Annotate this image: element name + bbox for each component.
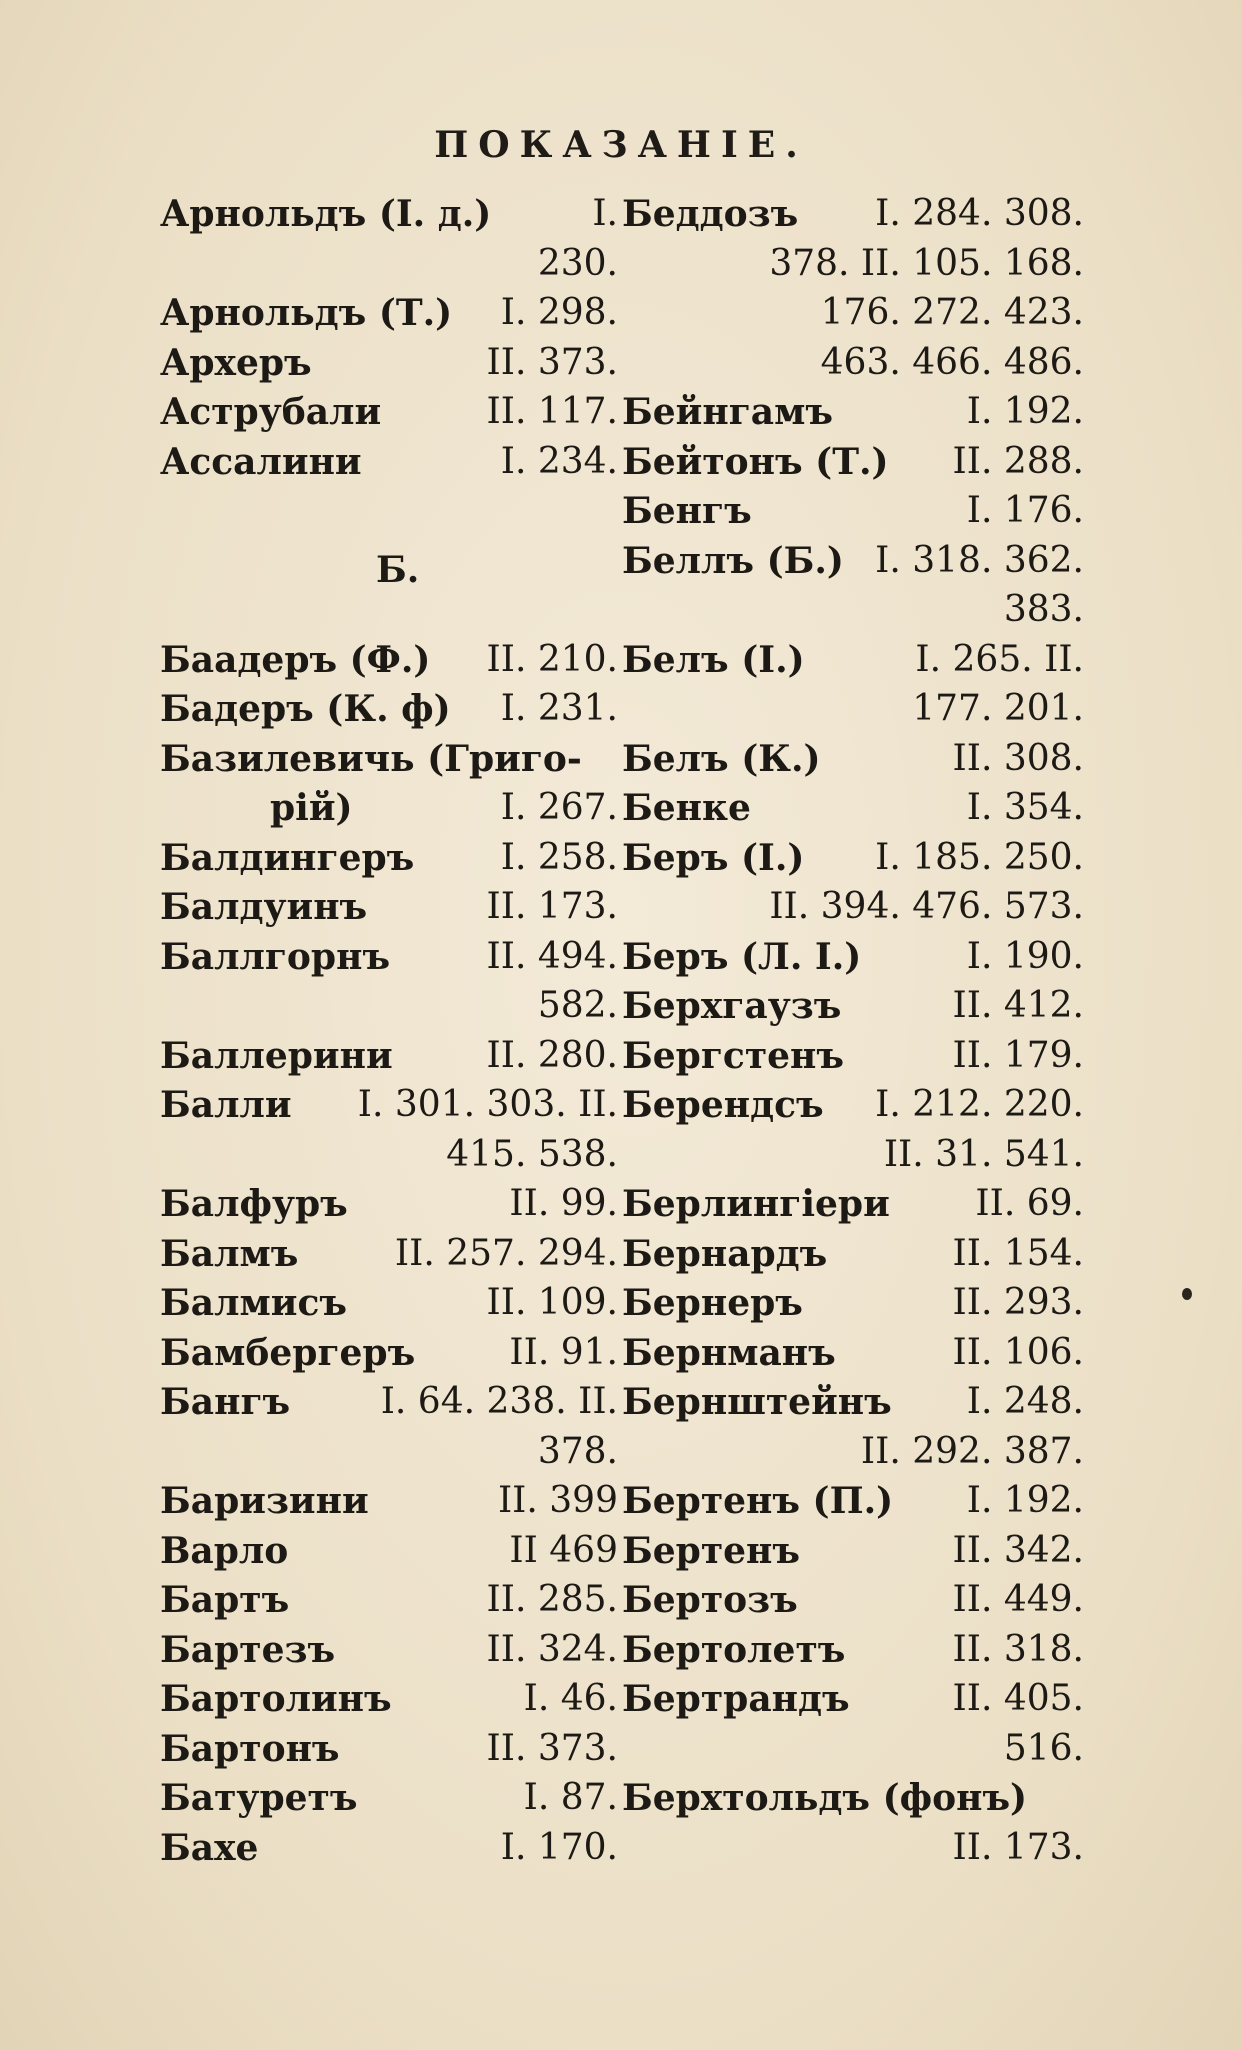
entry-name: Баризини (160, 1480, 369, 1522)
entry-name: Бергстенъ (622, 1034, 844, 1077)
index-entry (160, 1578, 618, 1622)
index-entry (160, 341, 618, 385)
index-entry (622, 836, 1084, 880)
entry-name: Балдуинъ (160, 886, 368, 928)
entry-name: Бенке (622, 787, 751, 829)
index-entry (622, 1331, 1084, 1375)
entry-name: Балмисъ (160, 1282, 347, 1324)
entry-page-refs: II. 373. (486, 1727, 618, 1769)
index-entry (622, 1034, 1084, 1078)
index-entry (160, 1776, 618, 1820)
entry-page-refs: II. 31. 541. (883, 1133, 1084, 1175)
entry-page-refs: I. 234. (500, 440, 618, 482)
entry-name: Бамбергеръ (160, 1331, 416, 1374)
entry-name: Варло (160, 1529, 289, 1572)
index-entry (622, 737, 1084, 781)
entry-page-refs: 415. 538. (446, 1133, 618, 1175)
index-entry (622, 192, 1084, 236)
index-entry (622, 885, 1084, 929)
entry-name: Балмъ (160, 1232, 299, 1275)
index-entry (622, 984, 1084, 1028)
index-entry (622, 1578, 1084, 1622)
index-entry (622, 935, 1084, 979)
index-entry (160, 836, 618, 880)
index-entry (160, 1133, 618, 1177)
entry-page-refs: II. 292. 387. (860, 1430, 1084, 1472)
index-entry (160, 1232, 618, 1276)
section-letter: Б. (376, 549, 420, 591)
entry-page-refs: II. 154. (952, 1232, 1084, 1274)
entry-page-refs: II. 99. (509, 1183, 618, 1224)
entry-page-refs: II. 173. (952, 1826, 1084, 1868)
entry-name: Бернеръ (622, 1282, 803, 1324)
entry-name: Бертенъ (П.) (622, 1480, 894, 1522)
entry-name: Бернманъ (622, 1331, 836, 1374)
entry-page-refs: II. 399 (497, 1480, 618, 1521)
index-entry (622, 1182, 1084, 1226)
entry-page-refs: II. 405. (952, 1678, 1084, 1719)
entry-page-refs: I. 298. (500, 292, 618, 333)
entry-name: Берхгаузъ (622, 985, 842, 1027)
entry-page-refs: I. 354. (966, 787, 1084, 828)
entry-name: Археръ (160, 341, 312, 384)
entry-page-refs: I. 192. (966, 1480, 1084, 1521)
entry-page-refs: I. 267. (500, 787, 618, 828)
index-entry (160, 1380, 618, 1424)
index-entry (160, 935, 618, 979)
entry-page-refs: I. 265. II. (915, 638, 1084, 680)
index-entry (160, 984, 618, 1028)
ink-speck (1182, 1288, 1192, 1300)
entry-page-refs: II. 318. (952, 1628, 1084, 1670)
entry-page-refs: II. 342. (952, 1529, 1084, 1571)
index-entry (622, 1628, 1084, 1672)
entry-page-refs: II. 210. (486, 638, 618, 680)
page-heading: ПОКАЗАНІЕ. (434, 124, 808, 166)
entry-name: Ассалини (160, 440, 362, 483)
entry-page-refs: 378. (537, 1430, 618, 1472)
entry-name: Базилевичь (Григо- (160, 737, 582, 780)
index-entry (160, 786, 618, 830)
entry-page-refs: II. 373. (486, 341, 618, 383)
entry-name: Батуретъ (160, 1777, 358, 1819)
index-entry (160, 1677, 618, 1721)
entry-page-refs: II. 494. (486, 935, 618, 977)
entry-page-refs: 582. (537, 985, 618, 1026)
index-entry (160, 638, 618, 682)
index-entry (622, 390, 1084, 434)
entry-name: рій) (270, 787, 353, 829)
index-entry (622, 1232, 1084, 1276)
entry-page-refs: I. 248. (966, 1381, 1084, 1422)
index-entry (622, 1479, 1084, 1523)
entry-name: Бартъ (160, 1579, 290, 1621)
entry-page-refs: I. 301. 303. II. (357, 1084, 618, 1125)
entry-page-refs: I. 192. (966, 391, 1084, 432)
entry-page-refs: I. 46. (523, 1678, 618, 1719)
entry-page-refs: II. 257. 294. (394, 1232, 618, 1274)
entry-page-refs: I. 190. (966, 935, 1084, 977)
index-entry (622, 1529, 1084, 1573)
index-entry (622, 1776, 1084, 1820)
entry-name: Балли (160, 1084, 292, 1126)
index-entry (160, 1826, 618, 1870)
entry-page-refs: I. 170. (500, 1826, 618, 1868)
entry-name: Берендсъ (622, 1084, 824, 1126)
entry-page-refs: 378. II. 105. 168. (769, 242, 1084, 284)
index-entry (622, 1133, 1084, 1177)
entry-page-refs: I. 176. (966, 490, 1084, 531)
index-entry (622, 1677, 1084, 1721)
index-entry (160, 687, 618, 731)
entry-name: Бертенъ (622, 1529, 801, 1572)
entry-page-refs: II. 69. (975, 1183, 1084, 1224)
entry-name: Бахе (160, 1826, 259, 1869)
index-entry (622, 1281, 1084, 1325)
entry-page-refs: II. 394. 476. 573. (769, 886, 1084, 927)
entry-name: Бейнгамъ (622, 391, 833, 433)
entry-page-refs: II. 308. (952, 737, 1084, 779)
entry-page-refs: I. 284. 308. (875, 193, 1084, 234)
entry-page-refs: II. 106. (952, 1331, 1084, 1373)
entry-page-refs: II. 117. (486, 391, 618, 432)
index-entry (160, 1281, 618, 1325)
index-entry (160, 1430, 618, 1474)
index-entry (622, 1826, 1084, 1870)
entry-name: Бангъ (160, 1381, 291, 1423)
entry-page-refs: II. 91. (509, 1331, 618, 1373)
index-entry (622, 242, 1084, 286)
index-entry (622, 1380, 1084, 1424)
index-entry (160, 1182, 618, 1226)
entry-name: Белъ (К.) (622, 737, 821, 780)
index-entry (622, 638, 1084, 682)
entry-name: Бенгъ (622, 490, 752, 532)
entry-name: Арнольдъ (Т.) (160, 292, 453, 334)
entry-page-refs: I. 64. 238. II. (380, 1381, 618, 1422)
index-entry (160, 1628, 618, 1672)
entry-name: Берхтольдъ (фонъ) (622, 1777, 1028, 1819)
index-entry (622, 539, 1084, 583)
entry-name: Беддозъ (622, 193, 799, 235)
entry-page-refs: II. 109. (486, 1282, 618, 1323)
entry-page-refs: I. 258. (500, 836, 618, 878)
index-entry (622, 786, 1084, 830)
index-entry (160, 885, 618, 929)
entry-page-refs: 177. 201. (912, 688, 1084, 729)
entry-page-refs: I. (592, 193, 618, 234)
entry-name: Бадеръ (К. ф) (160, 688, 451, 730)
index-entry (160, 242, 618, 286)
index-entry (622, 440, 1084, 484)
entry-page-refs: 463. 466. 486. (820, 341, 1084, 383)
entry-name: Балдингеръ (160, 836, 415, 879)
entry-name: Бартонъ (160, 1727, 340, 1770)
entry-page-refs: II. 173. (486, 886, 618, 927)
index-entry (160, 291, 618, 335)
entry-name: Бертозъ (622, 1579, 798, 1621)
entry-page-refs: II. 288. (952, 440, 1084, 482)
entry-name: Берлингіери (622, 1183, 890, 1225)
entry-page-refs: II 469 (509, 1529, 618, 1571)
entry-name: Бернардъ (622, 1232, 828, 1275)
entry-name: Арнольдъ (I. д.) (160, 193, 492, 235)
entry-page-refs: I. 318. 362. (875, 539, 1084, 581)
entry-name: Баллерини (160, 1034, 393, 1077)
entry-name: Баллгорнъ (160, 935, 391, 978)
index-entry (160, 1331, 618, 1375)
index-entry (160, 440, 618, 484)
entry-page-refs: II. 280. (486, 1034, 618, 1076)
entry-page-refs: 383. (1003, 589, 1084, 630)
entry-page-refs: II. 285. (486, 1579, 618, 1620)
index-entry (160, 1479, 618, 1523)
entry-name: Бертрандъ (622, 1678, 850, 1720)
entry-name: Белъ (I.) (622, 638, 805, 681)
entry-page-refs: II. 324. (486, 1628, 618, 1670)
entry-name: Балфуръ (160, 1183, 348, 1225)
entry-page-refs: II. 412. (952, 985, 1084, 1026)
index-entry (160, 1727, 618, 1771)
entry-page-refs: I. 87. (523, 1777, 618, 1818)
entry-name: Бартезъ (160, 1628, 336, 1671)
entry-name: Бартолинъ (160, 1678, 392, 1720)
entry-page-refs: 230. (537, 242, 618, 284)
index-entry (622, 291, 1084, 335)
index-entry (622, 1430, 1084, 1474)
index-entry (160, 1083, 618, 1127)
index-entry (622, 588, 1084, 632)
index-entry (160, 390, 618, 434)
entry-page-refs: II. 293. (952, 1282, 1084, 1323)
entry-name: Беръ (Л. I.) (622, 935, 862, 978)
index-entry (622, 687, 1084, 731)
entry-page-refs: II. 449. (952, 1579, 1084, 1620)
entry-page-refs: I. 212. 220. (875, 1084, 1084, 1125)
entry-name: Баадеръ (Ф.) (160, 638, 431, 681)
entry-page-refs: I. 231. (500, 688, 618, 729)
entry-name: Бейтонъ (Т.) (622, 440, 889, 483)
entry-name: Аструбали (160, 391, 382, 433)
index-entry (160, 1034, 618, 1078)
entry-name: Бернштейнъ (622, 1381, 892, 1423)
entry-page-refs: II. 179. (952, 1034, 1084, 1076)
entry-name: Бертолетъ (622, 1628, 846, 1671)
entry-page-refs: 516. (1003, 1727, 1084, 1769)
entry-name: Беллъ (Б.) (622, 539, 844, 582)
index-entry (160, 192, 618, 236)
index-entry (622, 1727, 1084, 1771)
index-entry (622, 489, 1084, 533)
index-entry (160, 1529, 618, 1573)
index-entry (622, 1083, 1084, 1127)
entry-name: Беръ (I.) (622, 836, 805, 879)
index-entry (622, 341, 1084, 385)
index-entry (160, 737, 618, 781)
entry-page-refs: I. 185. 250. (875, 836, 1084, 878)
entry-page-refs: 176. 272. 423. (820, 292, 1084, 333)
